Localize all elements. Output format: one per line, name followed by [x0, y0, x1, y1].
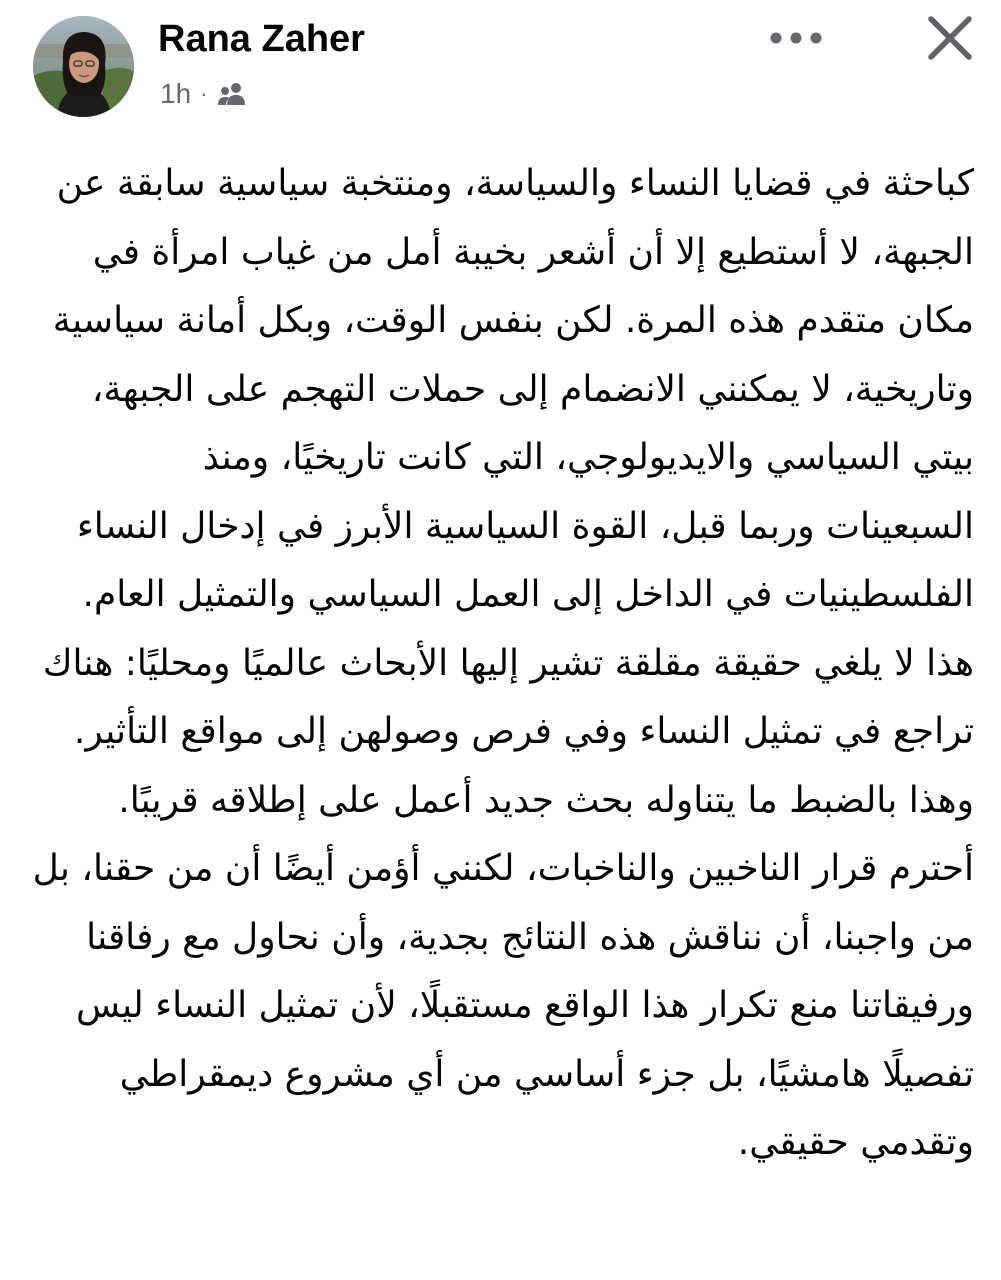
post-paragraph — [30, 150, 974, 630]
post-text-line: الفلسطينيات في الداخل إلى العمل السياسي والتمثيل العام. — [82, 574, 974, 615]
more-options-button[interactable] — [760, 16, 832, 60]
post-text-line: السبعينات وربما قبل، القوة السياسية الأبرز في إدخال النساء — [76, 505, 974, 547]
post-text-line: هذا لا يلغي حقيقة مقلقة تشير إليها الأبحاث عالميًا ومحليًا: هناك — [42, 642, 974, 684]
post-text-line: وتقدمي حقيقي. — [737, 1122, 974, 1163]
friends-icon[interactable] — [217, 81, 247, 107]
post-text-line: بيتي السياسي والايديولوجي، التي كانت تاريخيًا، ومنذ — [202, 437, 974, 478]
avatar[interactable] — [33, 16, 134, 117]
post-meta — [160, 76, 247, 112]
post-paragraph — [30, 630, 974, 836]
more-horizontal-icon — [768, 31, 824, 45]
post-text-line: وتاريخية، لا يمكنني الانضمام إلى حملات التهجم على الجبهة، — [91, 368, 974, 410]
post-text — [30, 150, 974, 1178]
close-icon — [927, 15, 973, 61]
post-text-line: تفصيلًا هامشيًا، بل جزء أساسي من أي مشروع ديمقراطي — [119, 1053, 974, 1095]
post-paragraph — [30, 835, 974, 1178]
author-name[interactable]: Rana Zaher — [158, 18, 365, 60]
profile-photo-icon — [33, 16, 134, 117]
post-text-line: كباحثة في قضايا النساء والسياسة، ومنتخبة سياسية سابقة عن — [56, 163, 974, 204]
post-text-line: تراجع في تمثيل النساء وفي فرص وصولهن إلى مواقع التأثير. — [73, 711, 974, 752]
close-button[interactable] — [922, 10, 978, 66]
post-timestamp[interactable]: 1h — [160, 78, 192, 109]
post-text-line: من واجبنا، أن نناقش هذه النتائج بجدية، وأن نحاول مع رفاقنا — [86, 916, 974, 958]
post-text-line: مكان متقدم هذه المرة. لكن بنفس الوقت، وبكل أمانة سياسية — [52, 300, 974, 341]
meta-separator: · — [200, 81, 208, 106]
post-text-line: ورفيقاتنا منع تكرار هذا الواقع مستقبلًا، لأن تمثيل النساء ليس — [76, 985, 974, 1026]
post-text-line: أحترم قرار الناخبين والناخبات، لكنني أؤمن أيضًا أن من حقنا، بل — [32, 848, 974, 889]
post-header — [0, 0, 1001, 130]
post-text-line: الجبهة، لا أستطيع إلا أن أشعر بخيبة أمل من غياب امرأة في — [92, 231, 974, 273]
post-text-line: وهذا بالضبط ما يتناوله بحث جديد أعمل على إطلاقه قريبًا. — [118, 779, 974, 821]
